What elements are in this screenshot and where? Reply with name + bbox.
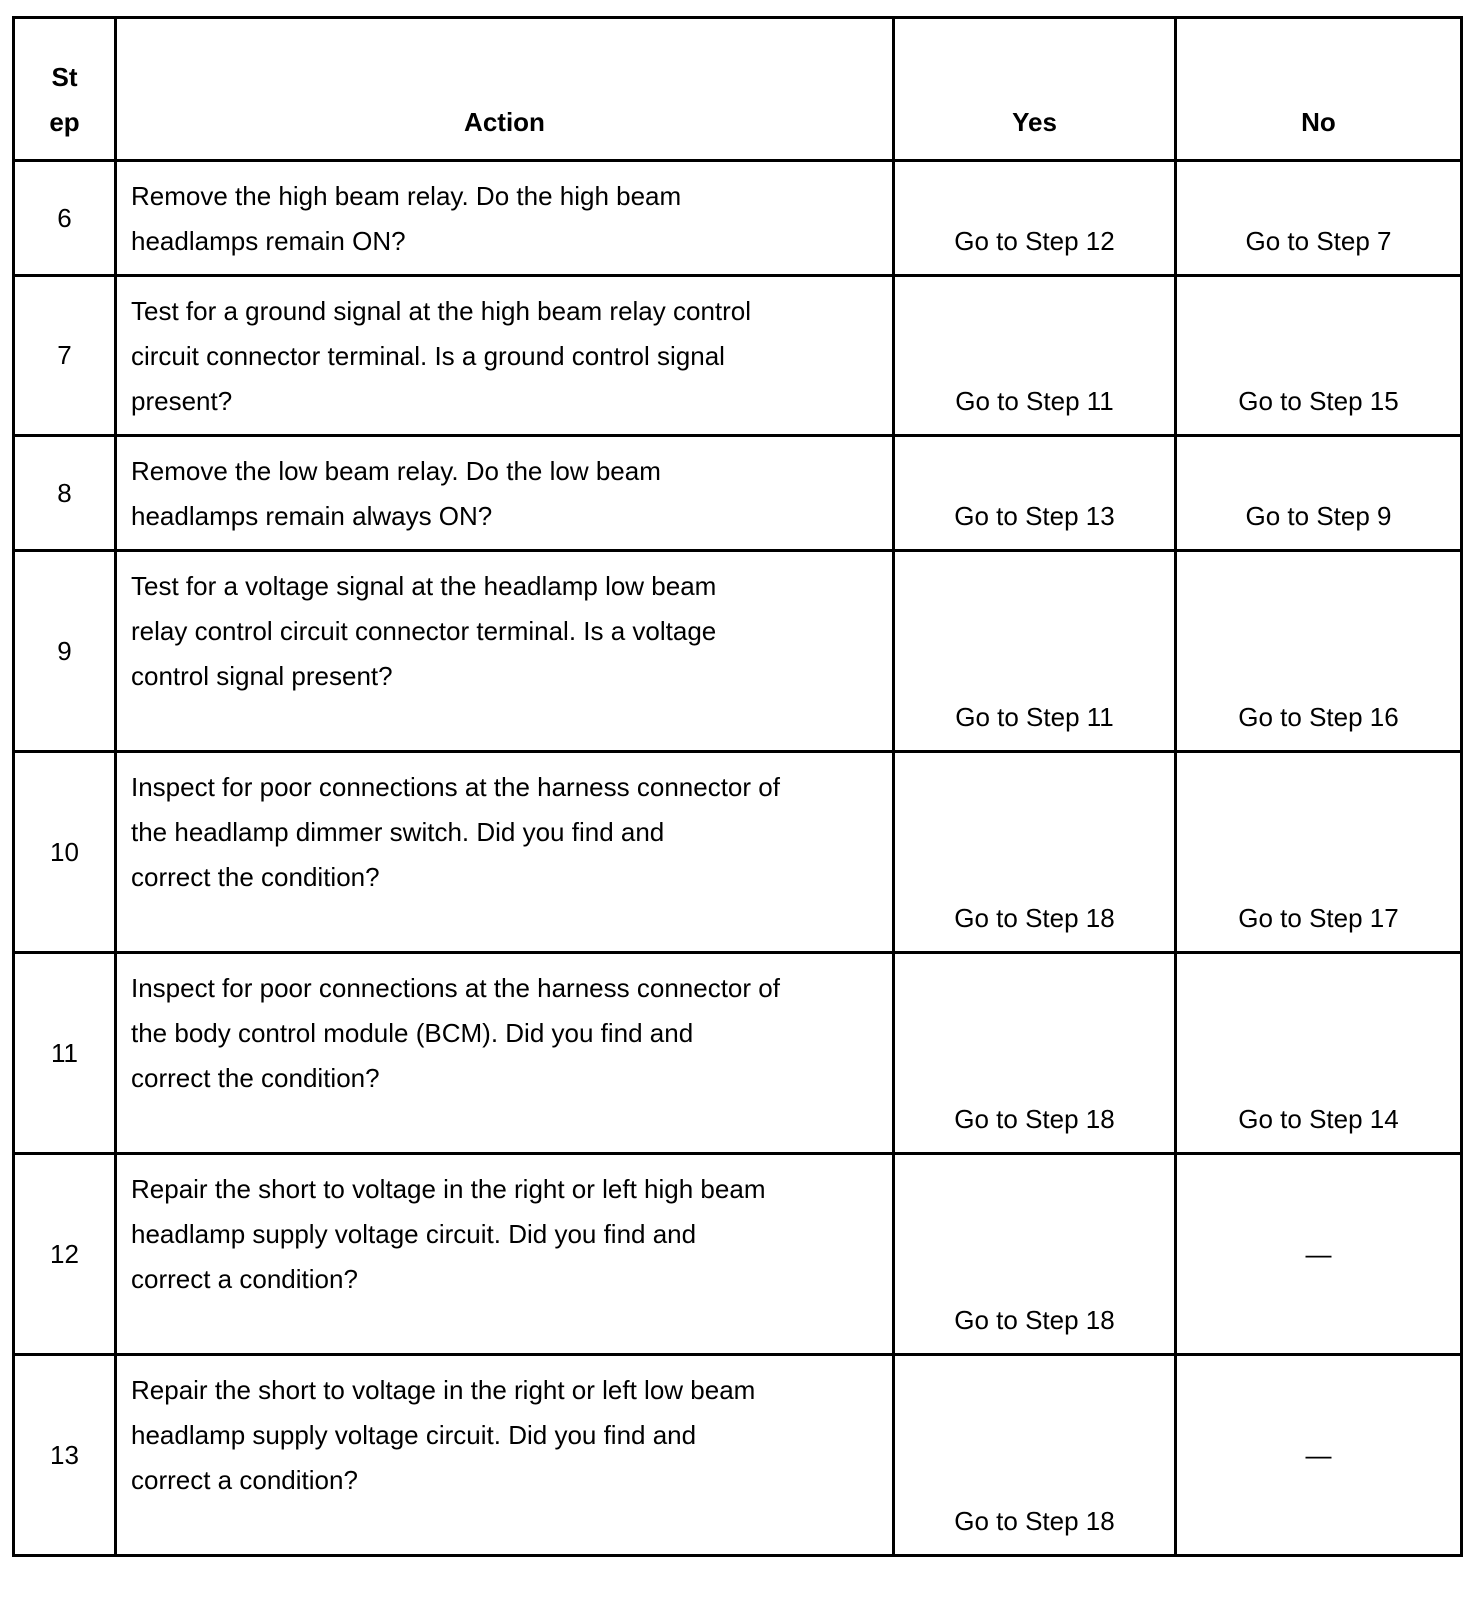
action-line: headlamps remain always ON? (131, 501, 493, 531)
step-cell: 8 (14, 436, 116, 551)
action-line: correct the condition? (131, 1063, 380, 1093)
action-line: headlamp supply voltage circuit. Did you find and (131, 1420, 697, 1450)
no-cell: Go to Step 15 (1176, 276, 1462, 436)
action-cell (116, 551, 894, 752)
diagnostic-table (12, 16, 1463, 1557)
action-line: Test for a voltage signal at the headlamp low beam (131, 571, 717, 601)
action-line: circuit connector terminal. Is a ground control signal (131, 341, 725, 371)
action-cell (116, 276, 894, 436)
yes-cell: Go to Step 11 (894, 276, 1176, 436)
header-action: Action (116, 18, 894, 161)
step-cell: 7 (14, 276, 116, 436)
action-line: headlamp supply voltage circuit. Did you find and (131, 1219, 697, 1249)
action-line: Repair the short to voltage in the right or left low beam (131, 1375, 756, 1405)
action-line: the body control module (BCM). Did you find and (131, 1018, 694, 1048)
table-row (14, 752, 1462, 953)
table-row (14, 551, 1462, 752)
table-row (14, 161, 1462, 276)
action-line: correct a condition? (131, 1465, 358, 1495)
header-yes: Yes (894, 18, 1176, 161)
header-step-line2: ep (49, 107, 80, 137)
table-row (14, 1154, 1462, 1355)
action-cell (116, 436, 894, 551)
yes-cell: Go to Step 18 (894, 1355, 1176, 1556)
step-cell: 6 (14, 161, 116, 276)
step-cell: 11 (14, 953, 116, 1154)
table-row (14, 276, 1462, 436)
step-cell: 10 (14, 752, 116, 953)
step-cell: 9 (14, 551, 116, 752)
action-cell (116, 953, 894, 1154)
action-line: Repair the short to voltage in the right or left high beam (131, 1174, 766, 1204)
no-cell: Go to Step 9 (1176, 436, 1462, 551)
header-step (14, 18, 116, 161)
table-row (14, 436, 1462, 551)
action-cell (116, 1355, 894, 1556)
no-cell: Go to Step 17 (1176, 752, 1462, 953)
no-cell: Go to Step 16 (1176, 551, 1462, 752)
no-cell: — (1176, 1355, 1462, 1556)
action-line: Inspect for poor connections at the harness connector of (131, 772, 780, 802)
yes-cell: Go to Step 12 (894, 161, 1176, 276)
yes-cell: Go to Step 18 (894, 953, 1176, 1154)
yes-cell: Go to Step 18 (894, 752, 1176, 953)
step-cell: 13 (14, 1355, 116, 1556)
no-cell: — (1176, 1154, 1462, 1355)
action-line: Inspect for poor connections at the harness connector of (131, 973, 780, 1003)
action-cell (116, 1154, 894, 1355)
table-row (14, 1355, 1462, 1556)
header-no: No (1176, 18, 1462, 161)
action-line: relay control circuit connector terminal. Is a voltage (131, 616, 717, 646)
action-line: present? (131, 386, 233, 416)
action-cell (116, 752, 894, 953)
action-line: headlamps remain ON? (131, 226, 406, 256)
no-cell: Go to Step 14 (1176, 953, 1462, 1154)
action-line: Remove the high beam relay. Do the high beam (131, 181, 682, 211)
yes-cell: Go to Step 13 (894, 436, 1176, 551)
no-cell: Go to Step 7 (1176, 161, 1462, 276)
action-line: Remove the low beam relay. Do the low beam (131, 456, 661, 486)
action-line: the headlamp dimmer switch. Did you find and (131, 817, 665, 847)
step-cell: 12 (14, 1154, 116, 1355)
action-cell (116, 161, 894, 276)
yes-cell: Go to Step 11 (894, 551, 1176, 752)
action-line: correct a condition? (131, 1264, 358, 1294)
action-line: correct the condition? (131, 862, 380, 892)
action-line: Test for a ground signal at the high beam relay control (131, 296, 752, 326)
table-row (14, 953, 1462, 1154)
action-line: control signal present? (131, 661, 393, 691)
header-row (14, 18, 1462, 161)
yes-cell: Go to Step 18 (894, 1154, 1176, 1355)
header-step-line1: St (51, 62, 78, 92)
